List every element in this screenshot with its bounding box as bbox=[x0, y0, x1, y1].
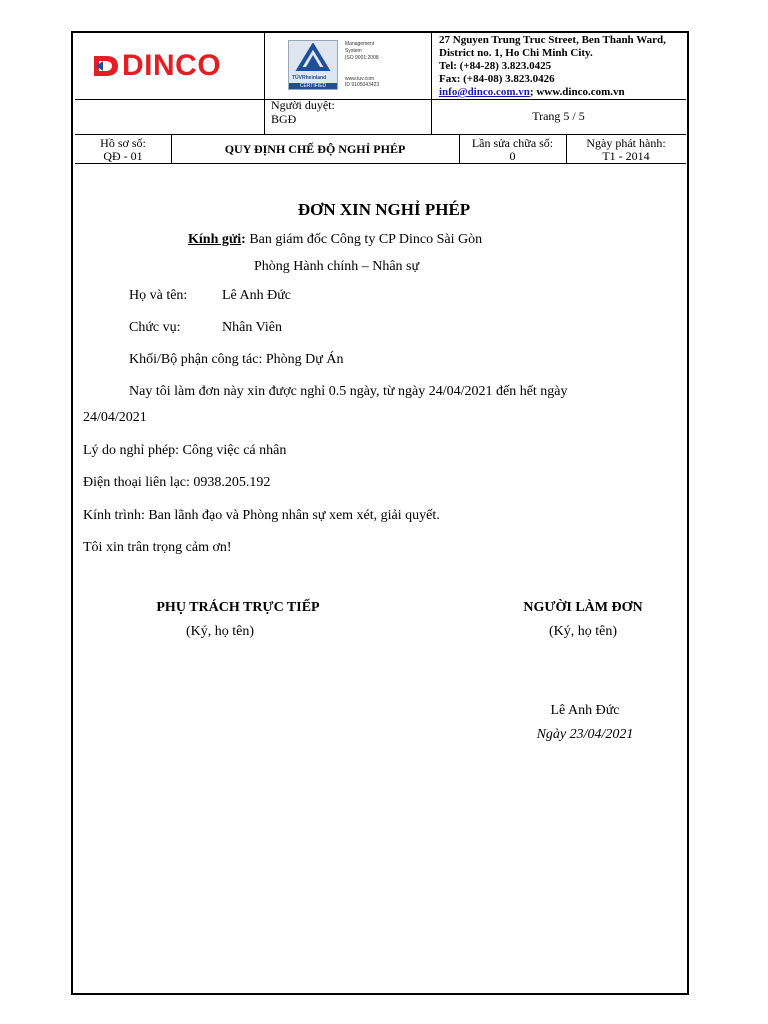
issue-date-value: T1 - 2014 bbox=[602, 149, 650, 163]
logo-text: DINCO bbox=[122, 49, 222, 82]
address-line-2: District no. 1, Ho Chi Minh City. bbox=[439, 47, 593, 59]
issue-date-label: Ngày phát hành: bbox=[586, 136, 666, 150]
cert-id: ID 9105043423 bbox=[345, 82, 380, 88]
header-divider-3 bbox=[75, 163, 686, 164]
position-value: Nhân Viên bbox=[222, 320, 282, 335]
cert-line-2: System bbox=[345, 48, 362, 54]
approver-value: BGĐ bbox=[271, 112, 297, 126]
request-line-1: Nay tôi làm đơn này xin được nghỉ 0.5 ngày, từ ngày 24/04/2021 đến hết ngày bbox=[129, 384, 568, 399]
company-logo bbox=[92, 49, 247, 82]
applicant-title: NGƯỜI LÀM ĐƠN bbox=[523, 600, 643, 615]
header-vline-logo bbox=[264, 33, 265, 99]
header-vline-approver bbox=[264, 99, 265, 134]
email-link[interactable]: info@dinco.com.vn bbox=[439, 86, 530, 98]
applicant-date: Ngày 23/04/2021 bbox=[536, 727, 634, 742]
company-address bbox=[439, 34, 689, 99]
department-line: Khối/Bộ phận công tác: Phòng Dự Án bbox=[129, 352, 344, 367]
cert-brand: TÜVRheinland bbox=[292, 75, 327, 81]
kinh-gui-label: Kính gửi bbox=[188, 232, 242, 247]
fax: Fax: (+84-08) 3.823.0426 bbox=[439, 73, 555, 85]
cert-line-3: ISO 9001:2008 bbox=[345, 55, 379, 61]
name-label: Họ và tên: bbox=[129, 288, 188, 303]
recipient-2: Phòng Hành chính – Nhân sự bbox=[254, 259, 420, 274]
submit-line: Kính trình: Ban lãnh đạo và Phòng nhân sự xem xét, giải quyết. bbox=[83, 508, 440, 523]
telephone: Tel: (+84-28) 3.823.0425 bbox=[439, 60, 552, 72]
header-divider-1 bbox=[75, 99, 686, 100]
name-value: Lê Anh Đức bbox=[222, 288, 292, 303]
revision-value: 0 bbox=[509, 149, 516, 163]
form-title: ĐƠN XIN NGHỈ PHÉP bbox=[297, 200, 471, 219]
logo-mark-icon bbox=[92, 53, 122, 79]
recipient-1: Ban giám đốc Công ty CP Dinco Sài Gòn bbox=[249, 232, 483, 247]
phone-line: Điện thoại liên lạc: 0938.205.192 bbox=[83, 475, 271, 490]
tuv-triangle-icon bbox=[289, 43, 337, 73]
website-text: ; www.dinco.com.vn bbox=[529, 86, 625, 98]
supervisor-sign-note: (Ký, họ tên) bbox=[185, 624, 255, 639]
cert-label: CERTIFIED bbox=[289, 83, 337, 89]
cert-site: www.tuv.com bbox=[345, 76, 375, 82]
applicant-name: Lê Anh Đức bbox=[550, 703, 620, 718]
doc-title: QUY ĐỊNH CHẾ ĐỘ NGHỈ PHÉP bbox=[224, 142, 406, 156]
doc-no-label: Hồ sơ số: bbox=[100, 136, 146, 150]
applicant-sign-note: (Ký, họ tên) bbox=[548, 624, 618, 639]
request-line-2: 24/04/2021 bbox=[83, 410, 147, 425]
contact-links bbox=[439, 86, 689, 99]
thanks-line: Tôi xin trân trọng cảm ơn! bbox=[83, 540, 232, 555]
approver-label: Người duyệt: bbox=[271, 98, 335, 112]
iso-certificate bbox=[288, 40, 392, 90]
address-line-1: 27 Nguyen Trung Truc Street, Ben Thanh Ward, bbox=[439, 34, 666, 46]
header-divider-2 bbox=[75, 134, 686, 135]
position-label: Chức vụ: bbox=[129, 320, 181, 335]
supervisor-title: PHỤ TRÁCH TRỰC TIẾP bbox=[156, 600, 320, 615]
cert-line-1: Management bbox=[345, 41, 375, 47]
kinh-gui-colon: : bbox=[241, 232, 246, 247]
doc-no-value: QĐ - 01 bbox=[103, 149, 143, 163]
page-number: Trang 5 / 5 bbox=[532, 109, 585, 123]
recipient-line-1 bbox=[188, 232, 482, 248]
reason-line: Lý do nghỉ phép: Công việc cá nhân bbox=[83, 443, 287, 458]
tuv-badge bbox=[288, 40, 338, 90]
revision-label: Lần sửa chữa số: bbox=[471, 136, 554, 150]
